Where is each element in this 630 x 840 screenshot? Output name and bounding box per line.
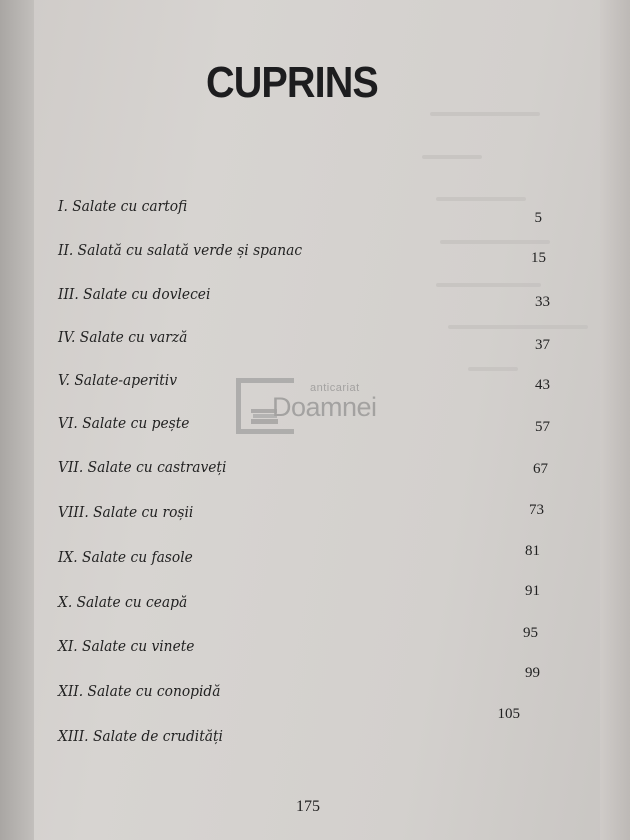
watermark	[236, 378, 406, 448]
toc-entry-page: 37	[535, 337, 550, 353]
toc-entry-page: 67	[533, 461, 548, 477]
page-number: 175	[296, 798, 320, 815]
toc-entry-page: 91	[525, 583, 540, 599]
toc-entry-title: IV. Salate cu varză	[58, 328, 188, 346]
toc-entry-page: 5	[534, 210, 542, 226]
toc-entry-title: XIII. Salate de crudități	[58, 727, 223, 745]
page-title: CUPRINS	[206, 58, 378, 107]
toc-entry-title: II. Salată cu salată verde și spanac	[58, 241, 303, 259]
toc-entry-page: 95	[523, 625, 538, 641]
toc-entry-title: X. Salate cu ceapă	[58, 593, 188, 611]
toc-entry-title: V. Salate-aperitiv	[58, 371, 178, 389]
toc-entry-title: I. Salate cu cartofi	[58, 197, 188, 215]
toc-entry-title: XII. Salate cu conopidă	[58, 682, 221, 700]
toc-entry-page: 57	[535, 419, 550, 435]
toc-entry-page: 33	[535, 294, 550, 310]
toc-entry-page: 99	[525, 665, 540, 681]
toc-entry-page: 105	[497, 706, 520, 722]
toc-entry-title: VI. Salate cu pește	[58, 414, 190, 432]
toc-entry-title: VII. Salate cu castraveți	[58, 458, 227, 476]
watermark-small-text: anticariat	[310, 382, 360, 394]
toc-entry-page: 43	[535, 377, 550, 393]
toc-entry-title: III. Salate cu dovlecei	[58, 285, 211, 303]
toc-entry-title: VIII. Salate cu roșii	[58, 503, 194, 521]
toc-entry-title: XI. Salate cu vinete	[58, 637, 195, 655]
toc-entry-page: 81	[525, 543, 540, 559]
toc-entry-page: 15	[531, 250, 546, 266]
toc-entry-title: IX. Salate cu fasole	[58, 548, 193, 566]
watermark-brand-text: Doamnei	[272, 392, 377, 422]
toc-entry-page: 73	[529, 502, 544, 518]
